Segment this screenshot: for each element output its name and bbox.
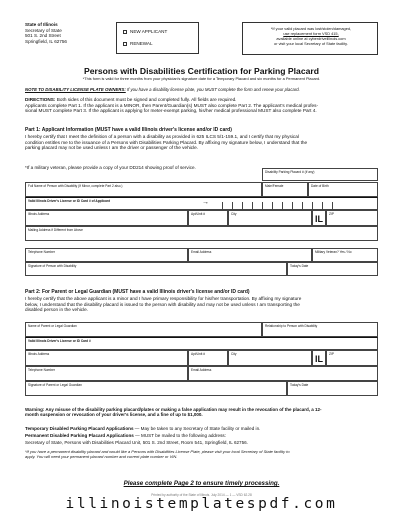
- sex-field[interactable]: Male/Female: [262, 182, 308, 197]
- print-footer: Printed by authority of the State of Illinois. July 2014 — 1 — VSD 62.28: [151, 493, 252, 497]
- guardian-email-field[interactable]: Email Address: [188, 366, 378, 381]
- agency-line: State of Illinois: [25, 22, 58, 27]
- plate-information: *If you have a permanent disability placard and would like a Persons with Disabilities License Plate, please visit your local Secretary of State facility to apply. You will need your permanent placard number and current plate number or VIN.: [25, 449, 290, 459]
- guardian-signature-field[interactable]: Signature of Parent or Legal Guardian: [25, 381, 287, 396]
- guardian-date-field[interactable]: Today's Date: [287, 381, 378, 396]
- guardian-license-field[interactable]: Valid Illinois Driver's License or ID Card #: [25, 337, 378, 350]
- relationship-field[interactable]: Relationship to Person with Disability: [262, 322, 378, 337]
- new-applicant-checkbox[interactable]: [123, 30, 127, 34]
- agency-block: [25, 22, 67, 44]
- mailing-address-field[interactable]: Mailing Address if Different from Above: [25, 226, 378, 241]
- watermark: illinoistemplatespdf.com: [65, 496, 338, 512]
- part2-certification-text: I hereby certify that the above applicant is a minor and I have primary responsibility for his/her transportation. By affixing my signature below, I understand that the disability placard is issued to the person with disability and may not be used unless I am transporting the disabled person in the vehicle.: [25, 296, 302, 313]
- guardian-name-field[interactable]: Name of Parent or Legal Guardian: [25, 322, 262, 337]
- applicant-type-box: [116, 22, 199, 54]
- agency-line: 501 S. 2nd Street: [25, 33, 61, 39]
- guardian-city-field[interactable]: City: [228, 350, 312, 366]
- guardian-telephone-field[interactable]: Telephone Number: [25, 366, 188, 381]
- temporary-applications: Temporary Disabled Parking Placard Applications — May be taken to any Secretary of State facility or mailed in.: [25, 426, 261, 431]
- guardian-apt-field[interactable]: Apt/Unit #: [188, 350, 228, 366]
- guardian-address-field[interactable]: Illinois Address: [25, 350, 188, 366]
- warning-text: Warning: Any misuse of the disability parking placard/plates or making a false application may result in the revocation of the placard, a 12- month suspension or revocation of your driver's license, and a fine of up to $1,000.: [25, 407, 322, 418]
- placard-number-field[interactable]: Disability Parking Placard # (if any): [262, 168, 378, 181]
- renewal-option[interactable]: RENEWAL: [123, 41, 153, 47]
- applicant-signature-field[interactable]: Signature of Person with Disability: [25, 262, 287, 276]
- complete-page2-note: Please complete Page 2 to ensure timely processing.: [123, 480, 280, 487]
- guardian-state-field: IL: [312, 350, 326, 366]
- full-name-field[interactable]: Full Name of Person with Disability (If Minor, complete Part 2 also.): [25, 182, 262, 197]
- state-field: IL: [312, 210, 326, 226]
- telephone-field[interactable]: Telephone Number: [25, 248, 188, 262]
- zip-field[interactable]: ZIP: [326, 210, 378, 226]
- military-note: *If a military veteran, please provide a copy of your DD214 showing proof of service.: [25, 165, 196, 170]
- part1-certification-text: I hereby certify that I meet the definition of a person with a disability as provided in 625 ILCS 5/1-159.1, and I certify that my physical condition entitles me to the issuance of a Persons with Disabilities Parking Placard. By affixing my signature below, I understand that the parking placard may not be used unless I am the driver or passenger of the vehicle.: [25, 134, 308, 151]
- permanent-applications: Permanent Disabled Parking Placard Applications — MUST be mailed to the following address:: [25, 433, 226, 438]
- form-subtitle: *This form is valid for three months from your physician's signature date for a Temporary Placard and six months for a Permanent Placard.: [82, 76, 321, 81]
- apt-unit-field[interactable]: Apt/Unit #: [188, 210, 228, 226]
- replacement-notice-box: [242, 22, 378, 55]
- plate-note: NOTE TO DISABILITY LICENSE PLATE OWNERS: If you have a disability license plate, you MUST complete the form and renew your placard.: [25, 87, 300, 92]
- directions: DIRECTIONS: Both sides of this document must be signed and completed fully. All fields are required. Applicants complete Part 1. If the applicant is a MINOR, then Parent/Guardian(s) MUST also complete Part 2. The applicant's medical profes- sional MUST complete Part 3. If the applicant is applying for meter-exempt parking, his/her medical professional MUST also complete Part 4.: [25, 97, 319, 114]
- applicant-date-field[interactable]: Today's Date: [287, 262, 378, 276]
- illinois-address-field[interactable]: Illinois Address: [25, 210, 188, 226]
- email-field[interactable]: Email Address: [188, 248, 312, 262]
- new-applicant-option[interactable]: NEW APPLICANT: [123, 29, 167, 35]
- agency-line: Springfield, IL 62756: [25, 38, 67, 44]
- permanent-mailing-address: Secretary of State, Persons with Disabilities Placard Unit, 501 S. 2nd Street, Room 541, Springfield, IL 62756.: [25, 440, 248, 445]
- arrow-right-icon: →: [202, 199, 209, 206]
- agency-line: Secretary of State: [25, 27, 62, 33]
- date-of-birth-field[interactable]: Date of Birth: [308, 182, 378, 197]
- part2-heading: Part 2: For Parent or Legal Guardian (MUST have a valid Illinois driver's license and/or ID card): [25, 289, 250, 295]
- replacement-notice: *If your valid placard was lost/stolen/damaged, use replacement form VSD 415, available online at cyberdriveillinois.com or visit your local Secretary of State facility.: [270, 26, 352, 46]
- part1-heading: Part 1: Applicant Information (MUST have a valid Illinois driver's license and/or ID card): [25, 127, 232, 133]
- guardian-zip-field[interactable]: ZIP: [326, 350, 378, 366]
- form-title: Persons with Disabilities Certification for Parking Placard: [84, 66, 319, 76]
- city-field[interactable]: City: [228, 210, 312, 226]
- veteran-field[interactable]: Military Veteran? Yes / No: [312, 248, 378, 262]
- renewal-checkbox[interactable]: [123, 42, 127, 46]
- applicant-license-field[interactable]: Valid Illinois Driver's License or ID Card # of Applicant →: [25, 197, 378, 210]
